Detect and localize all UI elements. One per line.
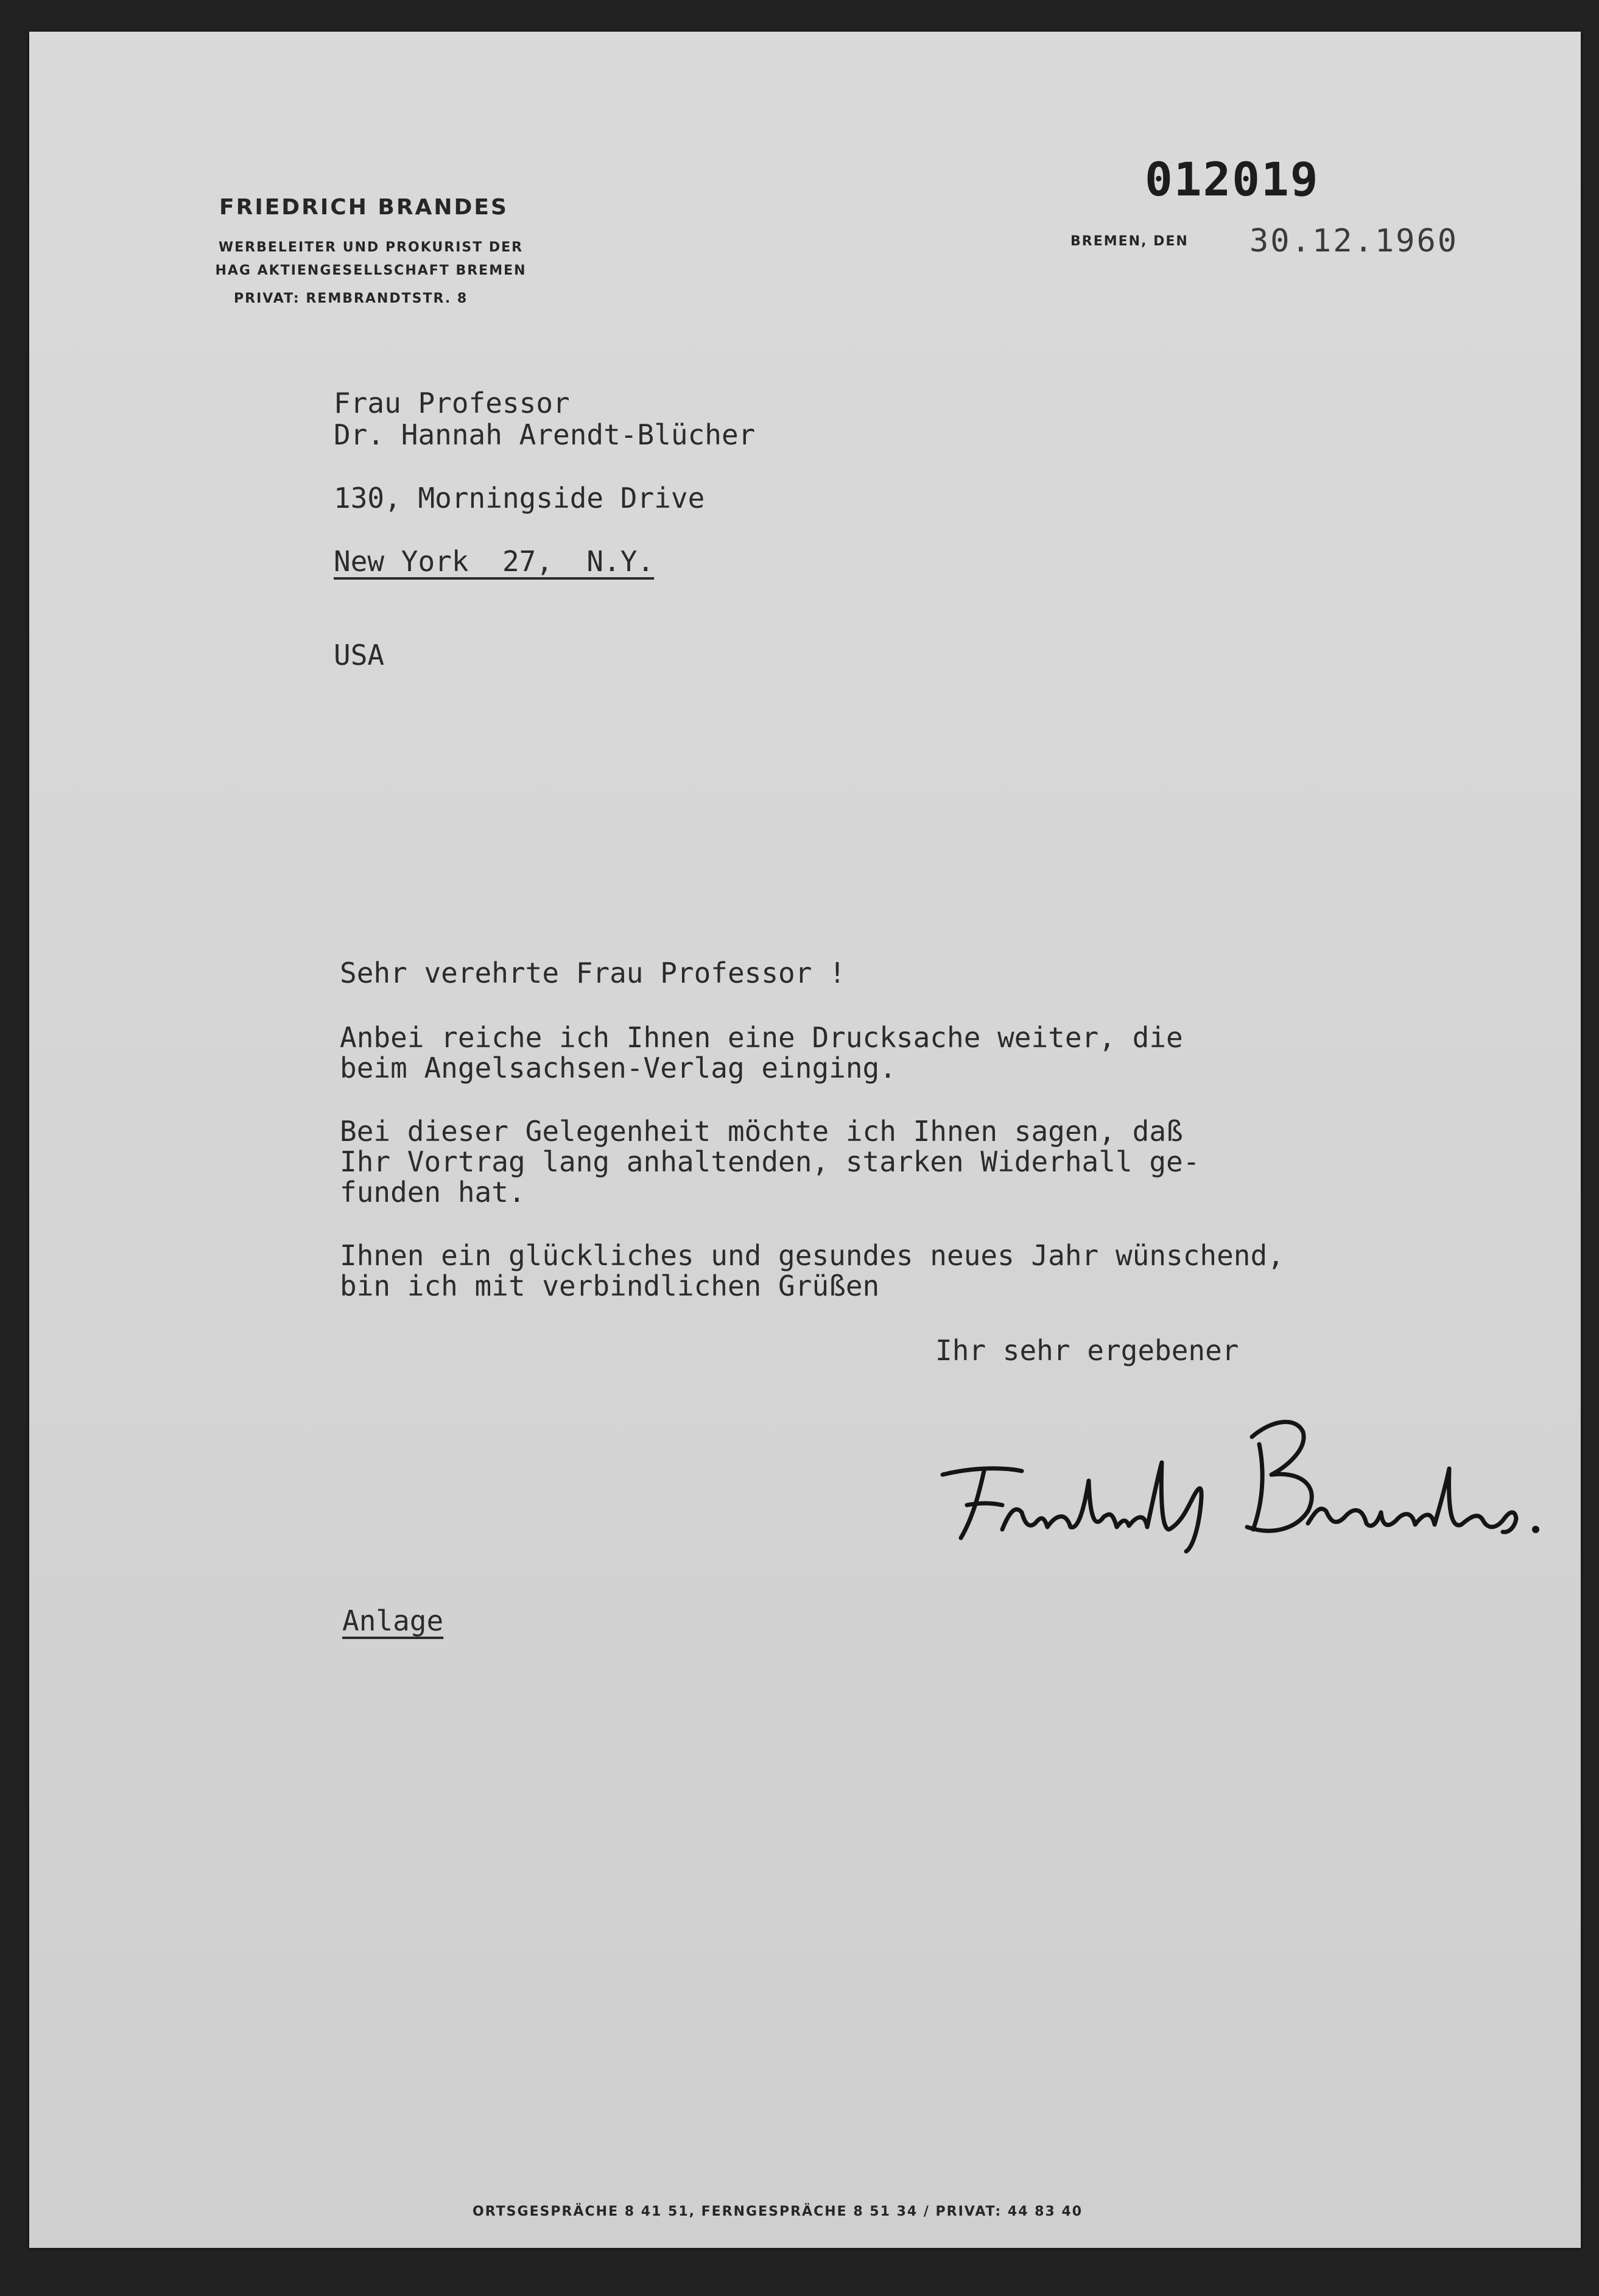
paragraph-3-line-2: bin ich mit verbindlichen Grüßen [340, 1269, 880, 1302]
sender-name: FRIEDRICH BRANDES [219, 195, 508, 220]
enclosure-label: Anlage [342, 1604, 444, 1637]
sender-role-line-1: WERBELEITER UND PROKURIST DER [218, 240, 524, 255]
paragraph-1-line-2: beim Angelsachsen-Verlag einging. [340, 1051, 896, 1084]
paragraph-2-line-1: Bei dieser Gelegenheit möchte ich Ihnen sagen, daß [340, 1115, 1183, 1148]
paragraph-1-line-1: Anbei reiche ich Ihnen eine Drucksache weiter, die [340, 1021, 1183, 1054]
recipient-line-1: Frau Professor [334, 387, 570, 420]
recipient-country: USA [334, 639, 385, 672]
recipient-street: 130, Morningside Drive [334, 482, 705, 514]
reference-number: 012019 [1145, 152, 1320, 206]
letter-date: 30.12.1960 [1249, 223, 1459, 259]
sender-role-line-2: HAG AKTIENGESELLSCHAFT BREMEN [215, 263, 527, 278]
recipient-line-2: Dr. Hannah Arendt-Blücher [334, 418, 756, 451]
paragraph-2-line-2: Ihr Vortrag lang anhaltenden, starken Widerhall ge- [340, 1145, 1200, 1178]
closing-phrase: Ihr sehr ergebener [935, 1334, 1239, 1367]
recipient-city: New York 27, N.Y. [334, 545, 655, 578]
letterhead-footer: ORTSGESPRÄCHE 8 41 51, FERNGESPRÄCHE 8 51 34 / PRIVAT: 44 83 40 [473, 2204, 1083, 2219]
salutation: Sehr verehrte Frau Professor ! [340, 957, 846, 989]
sender-private-address: PRIVAT: REMBRANDTSTR. 8 [234, 291, 468, 306]
sender-role [191, 236, 550, 283]
place-label: BREMEN, DEN [1070, 234, 1189, 249]
letter-page [29, 32, 1581, 2248]
paragraph-2-line-3: funden hat. [340, 1176, 525, 1209]
handwritten-signature [930, 1408, 1545, 1554]
paragraph-3-line-1: Ihnen ein glückliches und gesundes neues Jahr wünschend, [340, 1239, 1284, 1272]
